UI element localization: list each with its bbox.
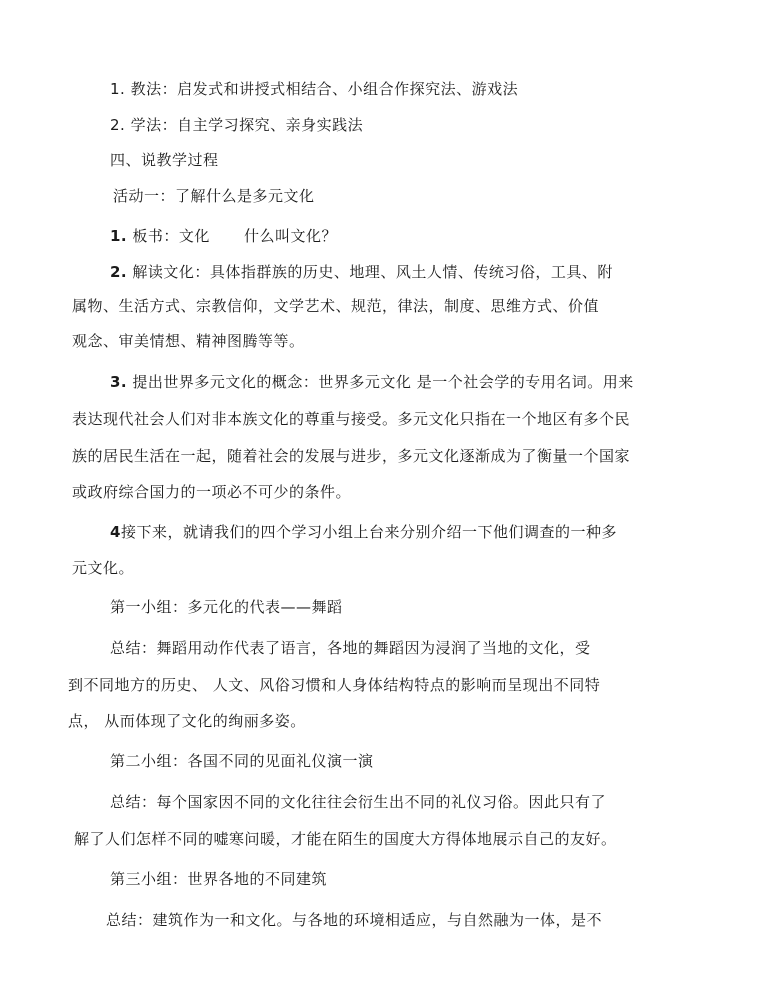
paragraph-line: 族的居民生活在一起，随着社会的发展与进步，多元文化逐渐成为了衡量一个国家 (72, 447, 631, 465)
summary-line: 点， 从而体现了文化的绚丽多姿。 (68, 712, 306, 730)
paragraph-line: 元文化。 (72, 559, 135, 577)
group-heading: 第一小组：多元化的代表——舞蹈 (110, 598, 343, 616)
paragraph-line: 观念、审美情想、精神图腾等等。 (72, 332, 305, 350)
item-number: 2. (110, 263, 128, 281)
group-heading: 第三小组：世界各地的不同建筑 (110, 870, 328, 888)
blackboard-line (110, 226, 337, 246)
section-heading: 四、说教学过程 (110, 151, 219, 169)
item-number: 1. (110, 227, 128, 245)
paragraph-line (110, 522, 617, 542)
paragraph-text: 接下来，就请我们的四个学习小组上台来分别介绍一下他们调查的一种多 (120, 523, 617, 541)
summary-line: 解了人们怎样不同的嘘寒问暖，才能在陌生的国度大方得体地展示自己的友好。 (74, 830, 617, 848)
paragraph-text: 解读文化：具体指群族的历史、地理、风土人情、传统习俗，工具、附 (132, 263, 613, 281)
summary-line: 总结：建筑作为一和文化。与各地的环境相适应，与自然融为一体，是不 (106, 911, 603, 929)
paragraph-line (110, 262, 613, 282)
blackboard-text-a: 板书：文化 (132, 227, 210, 245)
paragraph-text: 提出世界多元文化的概念：世界多元文化 是一个社会学的专用名词。用来 (132, 373, 634, 391)
paragraph-line: 或政府综合国力的一项必不可少的条件。 (72, 483, 352, 501)
learning-method-line: 2. 学法：自主学习探究、亲身实践法 (110, 116, 364, 134)
activity-heading: 活动一：了解什么是多元文化 (113, 187, 315, 205)
teaching-method-line: 1. 教法：启发式和讲授式相结合、小组合作探究法、游戏法 (110, 80, 519, 98)
summary-line: 到不同地方的历史、 人文、风俗习惯和人身体结构特点的影响而呈现出不同特 (68, 676, 601, 694)
item-number: 4 (110, 523, 121, 541)
summary-line: 总结：每个国家因不同的文化往往会衍生出不同的礼仪习俗。因此只有了 (110, 793, 607, 811)
item-number: 3. (110, 373, 128, 391)
group-heading: 第二小组：各国不同的见面礼仪演一演 (110, 752, 374, 770)
paragraph-line: 属物、生活方式、宗教信仰，文学艺术、规范，律法，制度、思维方式、价值 (72, 297, 600, 315)
paragraph-line (110, 372, 634, 392)
summary-line: 总结：舞蹈用动作代表了语言，各地的舞蹈因为浸润了当地的文化，受 (110, 639, 591, 657)
blackboard-text-b: 什么叫文化？ (243, 227, 337, 245)
paragraph-line: 表达现代社会人们对非本族文化的尊重与接受。多元文化只指在一个地区有多个民 (72, 410, 631, 428)
